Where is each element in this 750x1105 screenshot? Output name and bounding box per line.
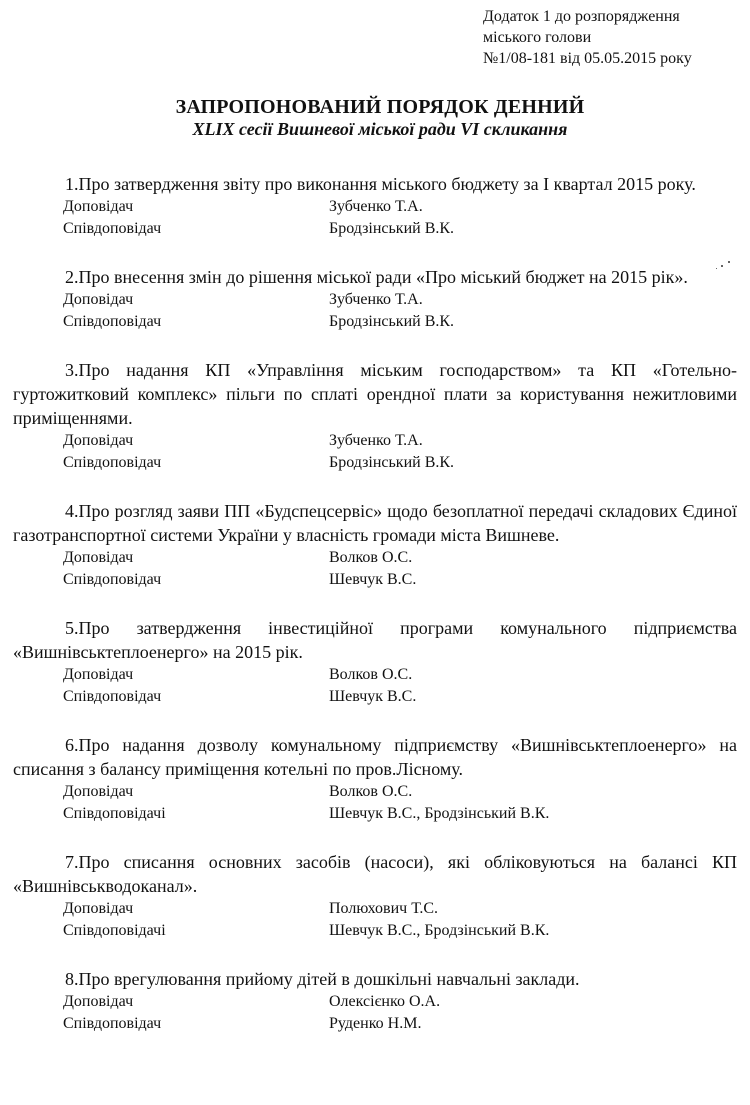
speaker-role: Співдоповідач	[63, 220, 162, 237]
agenda-item-text: 4.Про розгляд заяви ПП «Будспецсервіс» щодо безоплатної передачі складових Єдиної газотранспортної системи України у власність громади міста Вишневе.	[13, 501, 737, 545]
speaker-row	[13, 803, 737, 825]
agenda-item-text: 7.Про списання основних засобів (насоси), які обліковуються на балансі КП «Вишнівськводоканал».	[13, 852, 737, 896]
speaker-name: Олексієнко О.А.	[329, 993, 441, 1010]
speaker-role: Доповідач	[63, 666, 134, 683]
speaker-role: Доповідач	[63, 291, 134, 308]
speaker-name: Бродзінський В.К.	[329, 220, 455, 237]
scan-speck	[728, 261, 730, 263]
agenda-item-2	[13, 265, 737, 333]
page-subtitle: XLIX сесії Вишневої міської ради VI скликання	[192, 119, 568, 139]
agenda-item-1	[13, 172, 737, 240]
title-block	[20, 96, 740, 140]
speaker-name: Зубченко Т.А.	[329, 198, 423, 215]
agenda-item-4	[13, 499, 737, 591]
speaker-row	[13, 547, 737, 569]
speaker-row	[13, 569, 737, 591]
speaker-row	[13, 430, 737, 452]
speaker-row	[13, 1013, 737, 1035]
speaker-row	[13, 311, 737, 333]
agenda-item-text: 6.Про надання дозволу комунальному підприємству «Вишнівськтеплоенерго» на списання з балансу приміщення котельні по пров.Лісному.	[13, 735, 737, 779]
speaker-role: Співдоповідач	[63, 571, 162, 588]
agenda-list	[13, 172, 737, 1060]
speaker-row	[13, 898, 737, 920]
agenda-item-text: 5.Про затвердження інвестиційної програми комунального підприємства «Вишнівськтеплоенерго» на 2015 рік.	[13, 618, 737, 662]
speaker-row	[13, 664, 737, 686]
appendix-note	[483, 6, 743, 69]
speaker-role: Доповідач	[63, 900, 134, 917]
appendix-note-line-3: №1/08-181 від 05.05.2015 року	[483, 50, 692, 67]
speaker-name: Волков О.С.	[329, 783, 413, 800]
speaker-name: Шевчук В.С.	[329, 688, 417, 705]
speaker-role: Співдоповідач	[63, 688, 162, 705]
agenda-item-5	[13, 616, 737, 708]
page-title: ЗАПРОПОНОВАНИЙ ПОРЯДОК ДЕННИЙ	[175, 96, 585, 118]
speaker-name: Бродзінський В.К.	[329, 313, 455, 330]
speaker-row	[13, 920, 737, 942]
speaker-name: Шевчук В.С., Бродзінський В.К.	[329, 922, 550, 939]
speaker-role: Доповідач	[63, 549, 134, 566]
speaker-role: Доповідач	[63, 198, 134, 215]
speaker-name: Руденко Н.М.	[329, 1015, 422, 1032]
speaker-row	[13, 218, 737, 240]
agenda-item-8	[13, 967, 737, 1035]
agenda-item-7	[13, 850, 737, 942]
speaker-role: Доповідач	[63, 993, 134, 1010]
appendix-note-line-1: Додаток 1 до розпорядження	[483, 8, 680, 25]
speaker-role: Доповідач	[63, 783, 134, 800]
speaker-name: Шевчук В.С.	[329, 571, 417, 588]
speaker-role: Співдоповідач	[63, 1015, 162, 1032]
speaker-name: Полюхович Т.С.	[329, 900, 439, 917]
speaker-row	[13, 452, 737, 474]
speaker-role: Доповідач	[63, 432, 134, 449]
speaker-name: Бродзінський В.К.	[329, 454, 455, 471]
speaker-row	[13, 781, 737, 803]
speaker-role: Співдоповідачі	[63, 805, 166, 822]
speaker-row	[13, 289, 737, 311]
scan-speck	[716, 268, 717, 269]
speaker-name: Зубченко Т.А.	[329, 432, 423, 449]
speaker-name: Зубченко Т.А.	[329, 291, 423, 308]
speaker-name: Волков О.С.	[329, 549, 413, 566]
speaker-row	[13, 196, 737, 218]
speaker-row	[13, 686, 737, 708]
speaker-row	[13, 991, 737, 1013]
agenda-item-text: 2.Про внесення змін до рішення міської ради «Про міський бюджет на 2015 рік».	[65, 267, 688, 287]
speaker-role: Співдоповідач	[63, 454, 162, 471]
scan-speck	[721, 265, 723, 267]
speaker-role: Співдоповідачі	[63, 922, 166, 939]
agenda-item-text: 3.Про надання КП «Управління міським господарством» та КП «Готельно-гуртожитковий комплекс» пільги по сплаті орендної плати за користування нежитловими приміщеннями.	[13, 360, 737, 428]
appendix-note-line-2: міського голови	[483, 29, 592, 46]
agenda-item-text: 1.Про затвердження звіту про виконання міського бюджету за I квартал 2015 року.	[65, 174, 696, 194]
speaker-name: Шевчук В.С., Бродзінський В.К.	[329, 805, 550, 822]
agenda-item-6	[13, 733, 737, 825]
agenda-item-text: 8.Про врегулювання прийому дітей в дошкільні навчальні заклади.	[65, 969, 580, 989]
agenda-item-3	[13, 358, 737, 474]
speaker-name: Волков О.С.	[329, 666, 413, 683]
speaker-role: Співдоповідач	[63, 313, 162, 330]
